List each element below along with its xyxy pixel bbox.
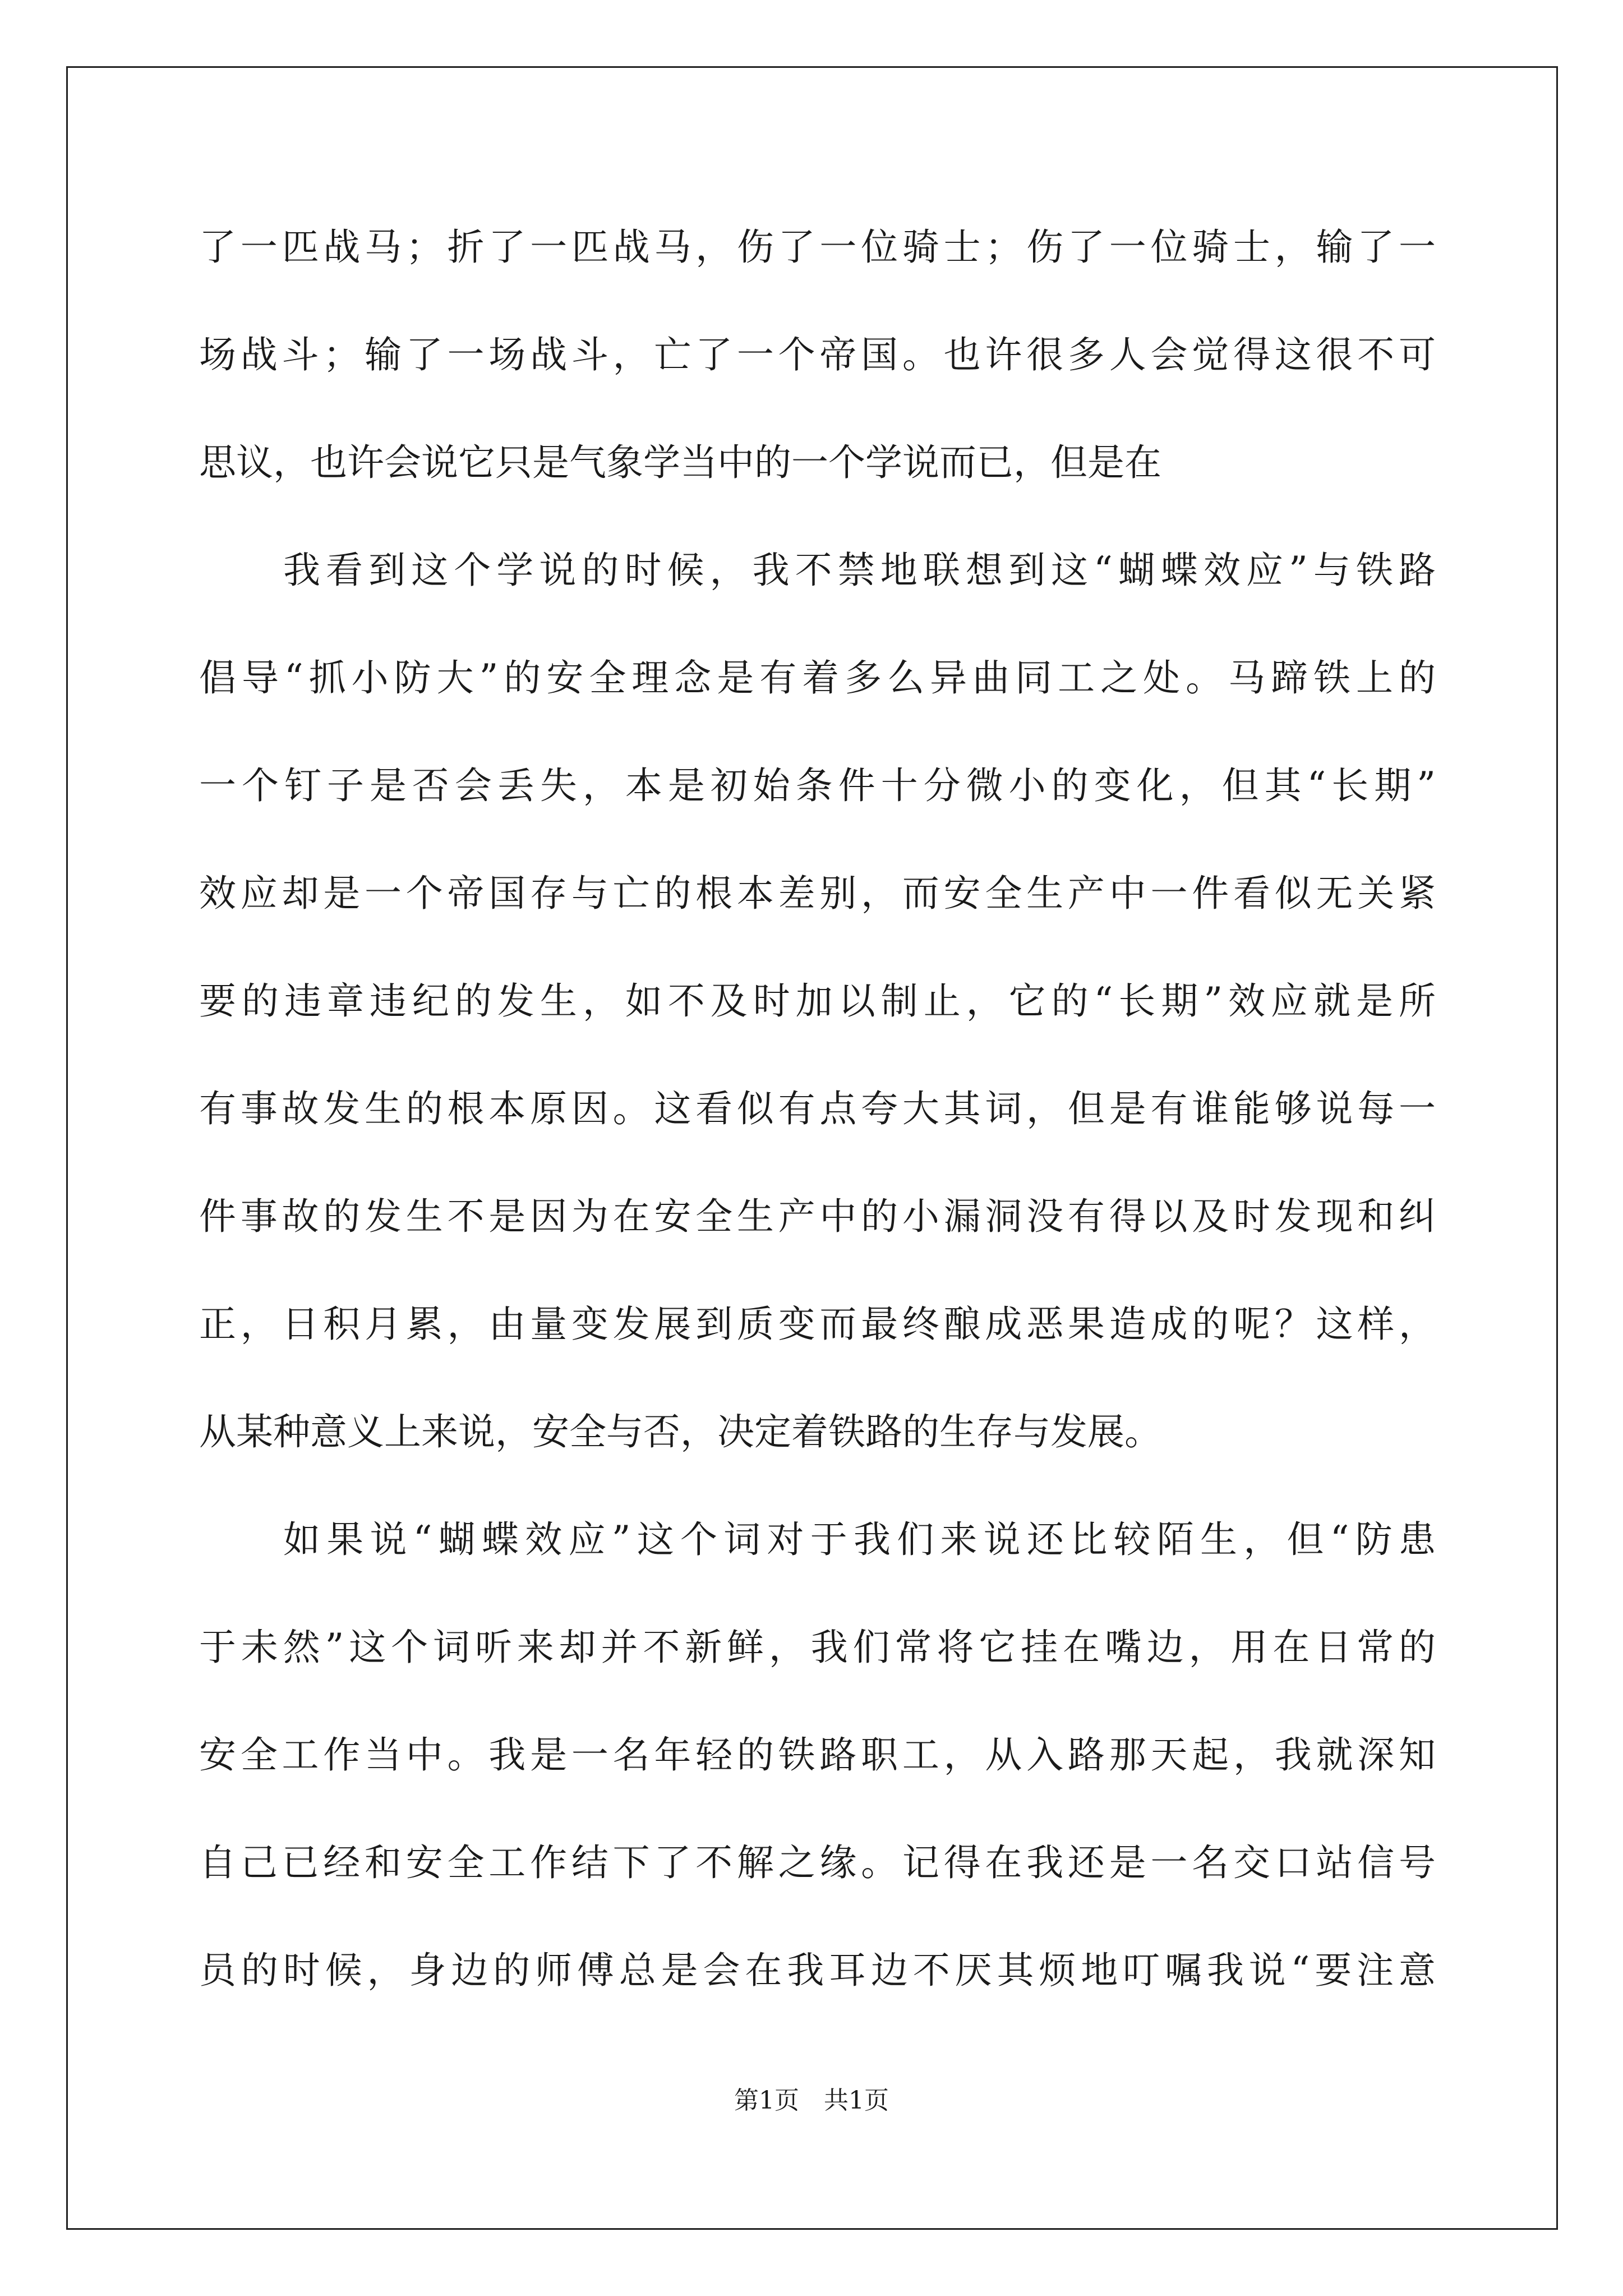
text-line: 正，日积月累，由量变发展到质变而最终酿成恶果造成的呢？这样， bbox=[199, 1303, 1436, 1346]
page-footer: 第1页 共1页 bbox=[734, 2086, 889, 2115]
text-line: 要的违章违纪的发生，如不及时加以制止，它的“长期”效应就是所 bbox=[199, 979, 1436, 1023]
text-line: 从某种意义上来说，安全与否，决定着铁路的生存与发展。 bbox=[199, 1410, 1161, 1453]
text-line: 一个钉子是否会丢失，本是初始条件十分微小的变化，但其“长期” bbox=[199, 764, 1436, 807]
text-line: 自己已经和安全工作结下了不解之缘。记得在我还是一名交口站信号 bbox=[199, 1841, 1436, 1884]
text-line: 于未然”这个词听来却并不新鲜，我们常将它挂在嘴边，用在日常的 bbox=[199, 1626, 1436, 1669]
text-line: 如果说“蝴蝶效应”这个词对于我们来说还比较陌生，但“防患 bbox=[283, 1518, 1436, 1561]
text-line: 有事故发生的根本原因。这看似有点夸大其词，但是有谁能够说每一 bbox=[199, 1087, 1436, 1130]
text-line: 场战斗；输了一场战斗，亡了一个帝国。也许很多人会觉得这很不可 bbox=[199, 333, 1436, 376]
text-line: 我看到这个学说的时候，我不禁地联想到这“蝴蝶效应”与铁路 bbox=[283, 549, 1436, 592]
text-line: 倡导“抓小防大”的安全理念是有着多么异曲同工之处。马蹄铁上的 bbox=[199, 656, 1436, 700]
text-line: 效应却是一个帝国存与亡的根本差别，而安全生产中一件看似无关紧 bbox=[199, 872, 1436, 915]
text-line: 员的时候，身边的师傅总是会在我耳边不厌其烦地叮嘱我说“要注意 bbox=[199, 1949, 1436, 1992]
document-body bbox=[199, 194, 1436, 2024]
text-line: 安全工作当中。我是一名年轻的铁路职工，从入路那天起，我就深知 bbox=[199, 1733, 1436, 1777]
text-line: 了一匹战马；折了一匹战马，伤了一位骑士；伤了一位骑士，输了一 bbox=[199, 226, 1436, 269]
text-line: 件事故的发生不是因为在安全生产中的小漏洞没有得以及时发现和纠 bbox=[199, 1195, 1436, 1238]
text-line: 思议，也许会说它只是气象学当中的一个学说而已，但是在 bbox=[199, 441, 1161, 484]
